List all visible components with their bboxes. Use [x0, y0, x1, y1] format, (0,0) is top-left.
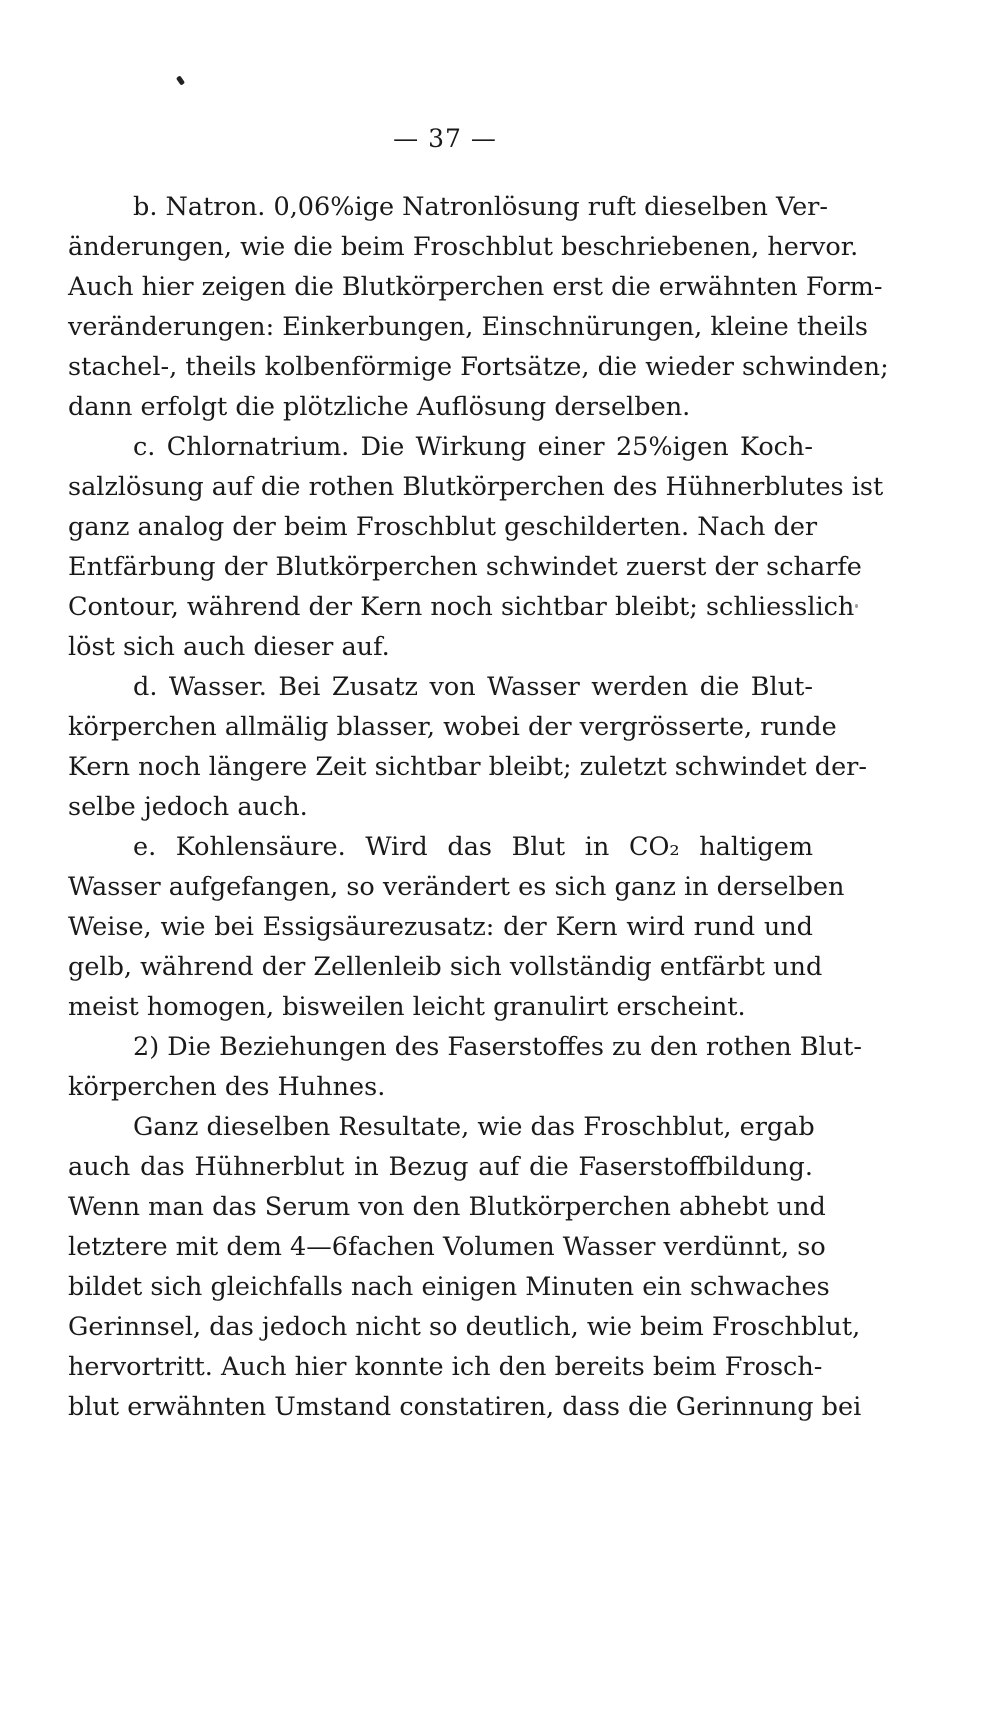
text-line: b. Natron. 0,06%ige Natronlösung ruft dieselben Ver-	[133, 192, 828, 222]
page-number: — 37 —	[393, 124, 497, 153]
section-heading-line: körperchen des Huhnes.	[68, 1072, 386, 1102]
section-heading-line: 2) Die Beziehungen des Faserstoffes zu den rothen Blut-	[133, 1032, 862, 1062]
text-line: letztere mit dem 4—6fachen Volumen Wasser verdünnt, so	[68, 1232, 826, 1262]
text-line: dann erfolgt die plötzliche Auflösung derselben.	[68, 392, 691, 422]
text-line: Ganz dieselben Resultate, wie das Froschblut, ergab	[133, 1112, 815, 1142]
ink-speck	[176, 75, 185, 85]
text-line: löst sich auch dieser auf.	[68, 632, 390, 662]
text-line: Entfärbung der Blutkörperchen schwindet zuerst der scharfe	[68, 552, 862, 582]
text-line: Kern noch längere Zeit sichtbar bleibt; zuletzt schwindet der-	[68, 752, 867, 782]
text-line: Weise, wie bei Essigsäurezusatz: der Kern wird rund und	[68, 912, 813, 942]
text-line: Wenn man das Serum von den Blutkörperchen abhebt und	[68, 1192, 826, 1222]
text-line: änderungen, wie die beim Froschblut beschriebenen, hervor.	[68, 232, 859, 262]
text-line: e. Kohlensäure. Wird das Blut in CO₂ haltigem	[133, 832, 813, 862]
text-line: meist homogen, bisweilen leicht granulirt erscheint.	[68, 992, 746, 1022]
text-line: c. Chlornatrium. Die Wirkung einer 25%igen Koch-	[133, 432, 813, 462]
text-line: bildet sich gleichfalls nach einigen Minuten ein schwaches	[68, 1272, 830, 1302]
text-line: gelb, während der Zellenleib sich vollständig entfärbt und	[68, 952, 823, 982]
text-line: ganz analog der beim Froschblut geschilderten. Nach der	[68, 512, 818, 542]
text-line: selbe jedoch auch.	[68, 792, 308, 822]
text-line: Wasser aufgefangen, so verändert es sich ganz in derselben	[68, 872, 845, 902]
text-line: Contour, während der Kern noch sichtbar bleibt; schliesslich	[68, 592, 855, 622]
text-line: veränderungen: Einkerbungen, Einschnürungen, kleine theils	[68, 312, 868, 342]
ink-speck	[855, 604, 858, 608]
text-line: salzlösung auf die rothen Blutkörperchen des Hühnerblutes ist	[68, 472, 884, 502]
text-line: hervortritt. Auch hier konnte ich den bereits beim Frosch-	[68, 1352, 823, 1382]
text-line: d. Wasser. Bei Zusatz von Wasser werden die Blut-	[133, 672, 813, 702]
text-line: stachel-, theils kolbenförmige Fortsätze, die wieder schwinden;	[68, 352, 889, 382]
text-line: Auch hier zeigen die Blutkörperchen erst die erwähnten Form-	[68, 272, 883, 302]
text-line: auch das Hühnerblut in Bezug auf die Faserstoffbildung.	[68, 1152, 813, 1182]
text-line: körperchen allmälig blasser, wobei der vergrösserte, runde	[68, 712, 837, 742]
text-line: Gerinnsel, das jedoch nicht so deutlich, wie beim Froschblut,	[68, 1312, 861, 1342]
text-line: blut erwähnten Umstand constatiren, dass die Gerinnung bei	[68, 1392, 862, 1422]
body-text	[68, 187, 889, 1427]
